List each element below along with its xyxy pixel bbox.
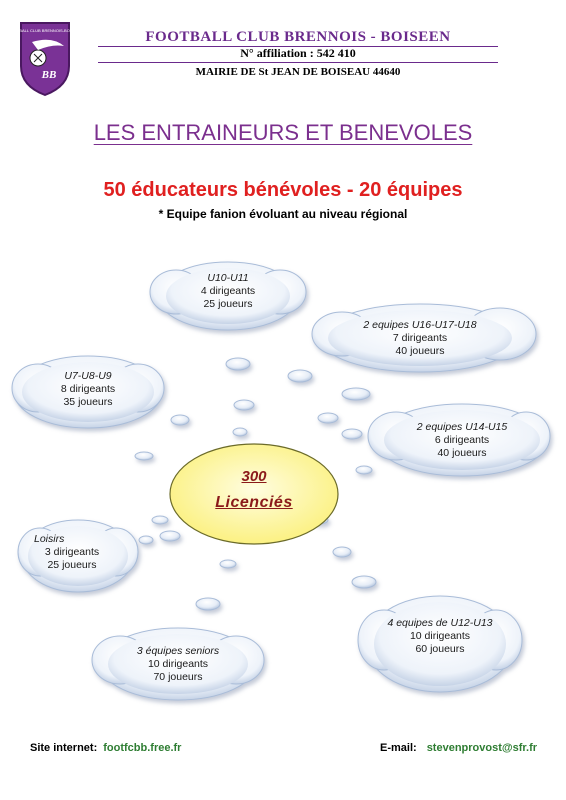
cloud-u12-text (385, 617, 495, 656)
cloud-u16-line1: 7 dirigeants (392, 332, 448, 344)
regional-note: * Equipe fanion évoluant au niveau régional (158, 207, 408, 221)
site-label: Site internet: (30, 742, 98, 754)
cloud-u7-text (28, 370, 148, 409)
site-link[interactable]: footfcbb.free.fr (103, 742, 182, 754)
club-name: FOOTBALL CLUB BRENNOIS - BOISEEN (145, 29, 451, 45)
cloud-u14-line2: 40 joueurs (437, 447, 487, 459)
club-logo-shield-icon (8, 20, 82, 98)
cloud-loisirs-label: Loisirs (34, 533, 65, 545)
cloud-seniors-text (108, 645, 248, 684)
cloud-u12-line1: 10 dirigeants (409, 630, 471, 642)
subtitle: 50 éducateurs bénévoles - 20 équipes (103, 179, 463, 201)
page-title (0, 120, 566, 146)
cloud-seniors-line1: 10 dirigeants (147, 658, 209, 670)
logo-initials: BB (41, 69, 57, 81)
cloud-u16-text (330, 319, 510, 358)
email-label: E-mail: (380, 742, 417, 754)
affiliation-number: N° affiliation : 542 410 (240, 46, 356, 60)
cloud-seniors-label: 3 équipes seniors (136, 645, 220, 657)
cloud-u14-line1: 6 dirigeants (434, 434, 490, 446)
footer-site (30, 742, 181, 754)
cloud-loisirs-line1: 3 dirigeants (44, 546, 100, 558)
cloud-u16-line2: 40 joueurs (395, 345, 445, 357)
cloud-loisirs-text (22, 533, 122, 572)
licencies-label: Licenciés (215, 494, 293, 511)
cloud-seniors-line2: 70 joueurs (153, 671, 203, 683)
cloud-u14-text (387, 421, 537, 460)
email-link[interactable]: stevenprovost@sfr.fr (426, 742, 538, 754)
page-title-text: LES ENTRAINEURS ET BENEVOLES (93, 120, 473, 145)
cloud-u7-label: U7-U8-U9 (64, 370, 112, 382)
cloud-u10-text (168, 272, 288, 311)
cloud-u10-line2: 25 joueurs (203, 298, 253, 310)
licencies-count: 300 (241, 468, 267, 485)
cloud-u7-line1: 8 dirigeants (60, 383, 116, 395)
cloud-u12-line2: 60 joueurs (415, 643, 465, 655)
cloud-u7-line2: 35 joueurs (63, 396, 113, 408)
cloud-u10-label: U10-U11 (207, 272, 249, 284)
logo-text: FOOTBALL CLUB BRENNOIS-BOISEEN (8, 28, 82, 33)
mairie-address: MAIRIE DE St JEAN DE BOISEAU 44640 (195, 66, 401, 78)
cloud-loisirs-line2: 25 joueurs (47, 559, 97, 571)
cloud-u16-label: 2 equipes U16-U17-U18 (363, 319, 477, 331)
cloud-u10-line1: 4 dirigeants (200, 285, 256, 297)
header-rule-bottom (98, 62, 498, 63)
footer-email (380, 742, 537, 754)
cloud-u14-label: 2 equipes U14-U15 (416, 421, 508, 433)
cloud-u12-label: 4 equipes de U12-U13 (387, 617, 493, 629)
